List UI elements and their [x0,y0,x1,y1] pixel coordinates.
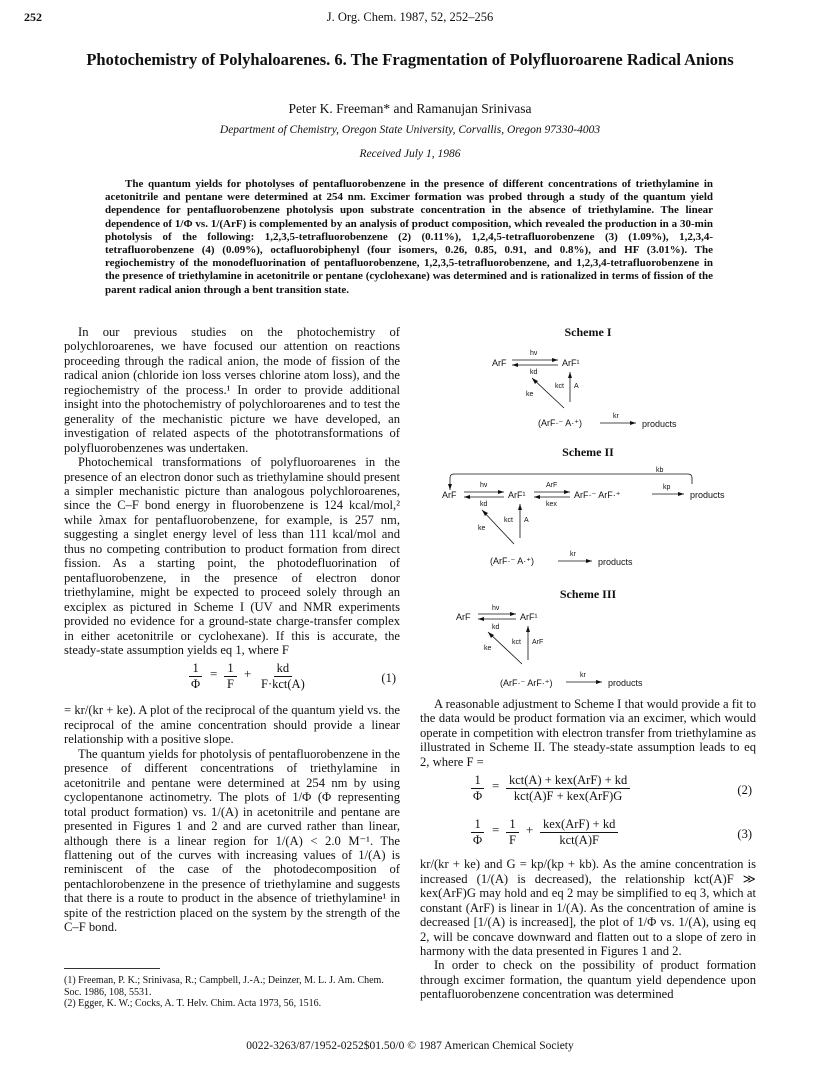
journal-citation: J. Org. Chem. 1987, 52, 252–256 [326,10,494,24]
svg-text:A: A [574,383,579,390]
svg-text:ke: ke [526,391,534,398]
equation-3: $\frac{1}{\Phi}$ = $\frac{1}{F}$ + kex(ArF) + kd kct(A)F (3) [473,817,752,848]
svg-text:ArF: ArF [546,482,558,489]
paragraph: In order to check on the possibility of product formation through excimer formation, the quantum yield dependence upon pentafluorobenzene concentration was determined [420,958,756,1002]
svg-text:kp: kp [663,484,671,491]
svg-text:ArF: ArF [492,358,507,368]
footnote: (2) Egger, K. W.; Cocks, A. T. Helv. Chim. Acta 1973, 56, 1516. [64,998,322,1010]
svg-text:kd: kd [530,369,538,376]
svg-text:kd: kd [492,624,500,631]
running-header [24,10,796,26]
svg-text:products: products [690,490,725,500]
left-column [64,325,400,935]
svg-text:A: A [524,517,529,524]
received-date: Received July 1, 1986 [359,148,461,160]
footnote: (1) Freeman, P. K.; Srinivasa, R.; Campbell, J.-A.; Deinzer, M. L. J. Am. Chem. Soc. 1986, 108, 5531. [64,975,384,998]
svg-text:ArF·⁻ ArF·⁺: ArF·⁻ ArF·⁺ [574,490,621,500]
svg-text:ke: ke [484,645,492,652]
paragraph: Photochemical transformations of polyfluoroarenes in the presence of an electron donor such as triethylamine should present a simpler mechanistic picture than analogous polychloroarenes, since the C–F bond energy in fluorobenzene is 124 kcal/mol,² while λmax for pentafluorobenzene, for example, is 257 nm, suggesting a singlet energy level of less than 111 kcal/mol and thus no competing contribution to product formation from direct fission. As a starting point, the photodefluorination of pentafluorobenzene, in the presence of electron donor triethylamine, might be expected to proceed solely through an exciplex as pictured in Scheme I (UV and NMR experiments provided no evidence for a ground-state charge-transfer complex in either acetonitrile or cyclohexane). If this is accurate, the steady-state assumption yields eq 1, where F [64,455,400,657]
svg-text:kct: kct [512,639,521,646]
abstract: The quantum yields for photolyses of pentafluorobenzene in the presence of different concentrations of triethylamine in acetonitrile and pentane were determined at 254 nm. Excimer formation was probed through a study of the quantum yield dependence for pentafluorobenzene photolysis upon substrate concentration in the absence of triethylamine. The linear dependence of 1/Φ vs. 1/(ArF) is complemented by an analysis of product composition, which revealed the production in a 30-min photolysis of the following: 1,2,3,5-tetrafluorobenzene (2) (0.11%), 1,2,4,5-tetrafluorobenzene (3) (1.09%), 1,2,3,4-tetrafluorobenzene (4) (0.09%), octafluorobiphenyl (four isomers, 0.26, 0.85, 0.91, and 0.8%), and HF (3.01%). The regiochemistry of the monodefluorination of pentafluorobenzene, 1,2,3,5-tetrafluorobenzene, and 1,2,3,4-tetrafluorobenzene in the presence of triethylamine in acetonitrile or pentane (cyclohexane) was determined and is rationalized in terms of fission of the parent radical anion through a bent transition state. [105,178,713,296]
svg-text:kr: kr [570,551,576,558]
footnotes [64,968,400,1010]
svg-text:kd: kd [480,501,488,508]
footnote-rule [64,968,160,969]
scheme-2-diagram [420,460,756,580]
paragraph: A reasonable adjustment to Scheme I that would provide a fit to the data would be product formation via an excimer, which would operate in competition with electron transfer from triethylamine as illustrated in Scheme II. The steady-state assumption leads to eq 2, where F = [420,697,756,769]
svg-text:ArF: ArF [456,612,471,622]
equation-1: $\frac{1}{\Phi}$ = $\frac{1}{F}$ + kd F·kct(A) (1) [191,661,396,692]
paragraph: The quantum yields for photolysis of pentafluorobenzene in the presence of different concentrations of triethylamine in acetonitrile and pentane were determined at 254 nm by using cyclopentanone actinometry. The plots of 1/Φ (Φ representing total product formation) vs. 1/(A) in acetonitrile and pentane are presented in Figures 1 and 2 and are curved rather than linear, although there is a linear region for 1/(A) < 2.0 M⁻¹. The flattening out of the curves with increasing values of 1/(A) is reminiscent of the case of the photodecomposition of pentachlorobenzene in the presence of triethylamine and suggests that there is a route to product in the absence of triethylamine¹ in spite of the restriction placed on the system by the strength of the C–F bond. [64,746,400,935]
svg-text:kct: kct [504,517,513,524]
svg-text:ArF¹: ArF¹ [508,490,526,500]
svg-text:ArF: ArF [532,639,544,646]
svg-text:products: products [642,419,677,429]
svg-text:ArF¹: ArF¹ [520,612,538,622]
svg-text:ArF¹: ArF¹ [562,358,580,368]
authors: Peter K. Freeman* and Ramanujan Srinivasa [288,101,532,116]
svg-text:products: products [608,678,643,688]
svg-text:kr: kr [580,672,586,679]
paragraph: kr/(kr + ke) and G = kp/(kp + kb). As the amine concentration is increased (1/(A) is decreased), the relationship kct(A)F ≫ kex(ArF)G may hold and eq 2 may be simplified to eq 3, which at constant (ArF) is linear in 1/(A). As the concentration of amine is decreased [1/(A) is increased], the plot of 1/Φ vs. 1/(A), using eq 2, will be concave downward and flatten out to a slope of zero in harmony with the data presented in Figures 1 and 2. [420,857,756,958]
svg-text:(ArF·⁻ A·⁺): (ArF·⁻ A·⁺) [490,556,534,566]
svg-text:products: products [598,557,633,567]
right-column [420,697,756,1002]
scheme-1-diagram [420,340,756,436]
svg-text:ke: ke [478,525,486,532]
page-number: 252 [24,10,42,24]
paragraph: = kr/(kr + ke). A plot of the reciprocal of the quantum yield vs. the reciprocal of the amine concentration should provide a linear relationship with a positive slope. [64,703,400,747]
scheme-3-diagram [420,602,756,692]
copyright-footer: 0022-3263/87/1952-0252$01.50/0 © 1987 American Chemical Society [246,1040,574,1052]
svg-text:kb: kb [656,467,664,474]
svg-text:ArF: ArF [442,490,457,500]
svg-text:hν: hν [480,482,488,489]
affiliation: Department of Chemistry, Oregon State University, Corvallis, Oregon 97330-4003 [219,124,601,136]
svg-text:hν: hν [530,350,538,357]
paragraph: In our previous studies on the photochemistry of polychloroarenes, we have focused our attention on reactions proceeding through the radical anion, the mode of fission of the radical anion (chloride ion loss verses chlorine atom loss), and the regiochemistry of the process.¹ In order to provide additional insight into the photochemistry of polychloroarenes and to test the generality of the mechanistic picture we have developed, an investigation of related aspects of the phototransformations of polyfluorobenzenes was undertaken. [64,325,400,455]
scheme-2-title: Scheme II [562,445,614,459]
scheme-1-title: Scheme I [564,325,612,339]
svg-text:kct: kct [555,383,564,390]
equation-2: $\frac{1}{\Phi}$ = kct(A) + kex(ArF) + kd kct(A)F + kex(ArF)G (2) [473,773,752,804]
scheme-3-title: Scheme III [559,587,617,601]
svg-text:kex: kex [546,501,557,508]
svg-text:(ArF·⁻ ArF·⁺): (ArF·⁻ ArF·⁺) [500,678,553,688]
svg-text:hν: hν [492,605,500,612]
article-title: Photochemistry of Polyhaloarenes. 6. The Fragmentation of Polyfluoroarene Radical Anions [86,50,734,69]
svg-text:(ArF·⁻ A·⁺): (ArF·⁻ A·⁺) [538,418,582,428]
svg-text:kr: kr [613,413,619,420]
